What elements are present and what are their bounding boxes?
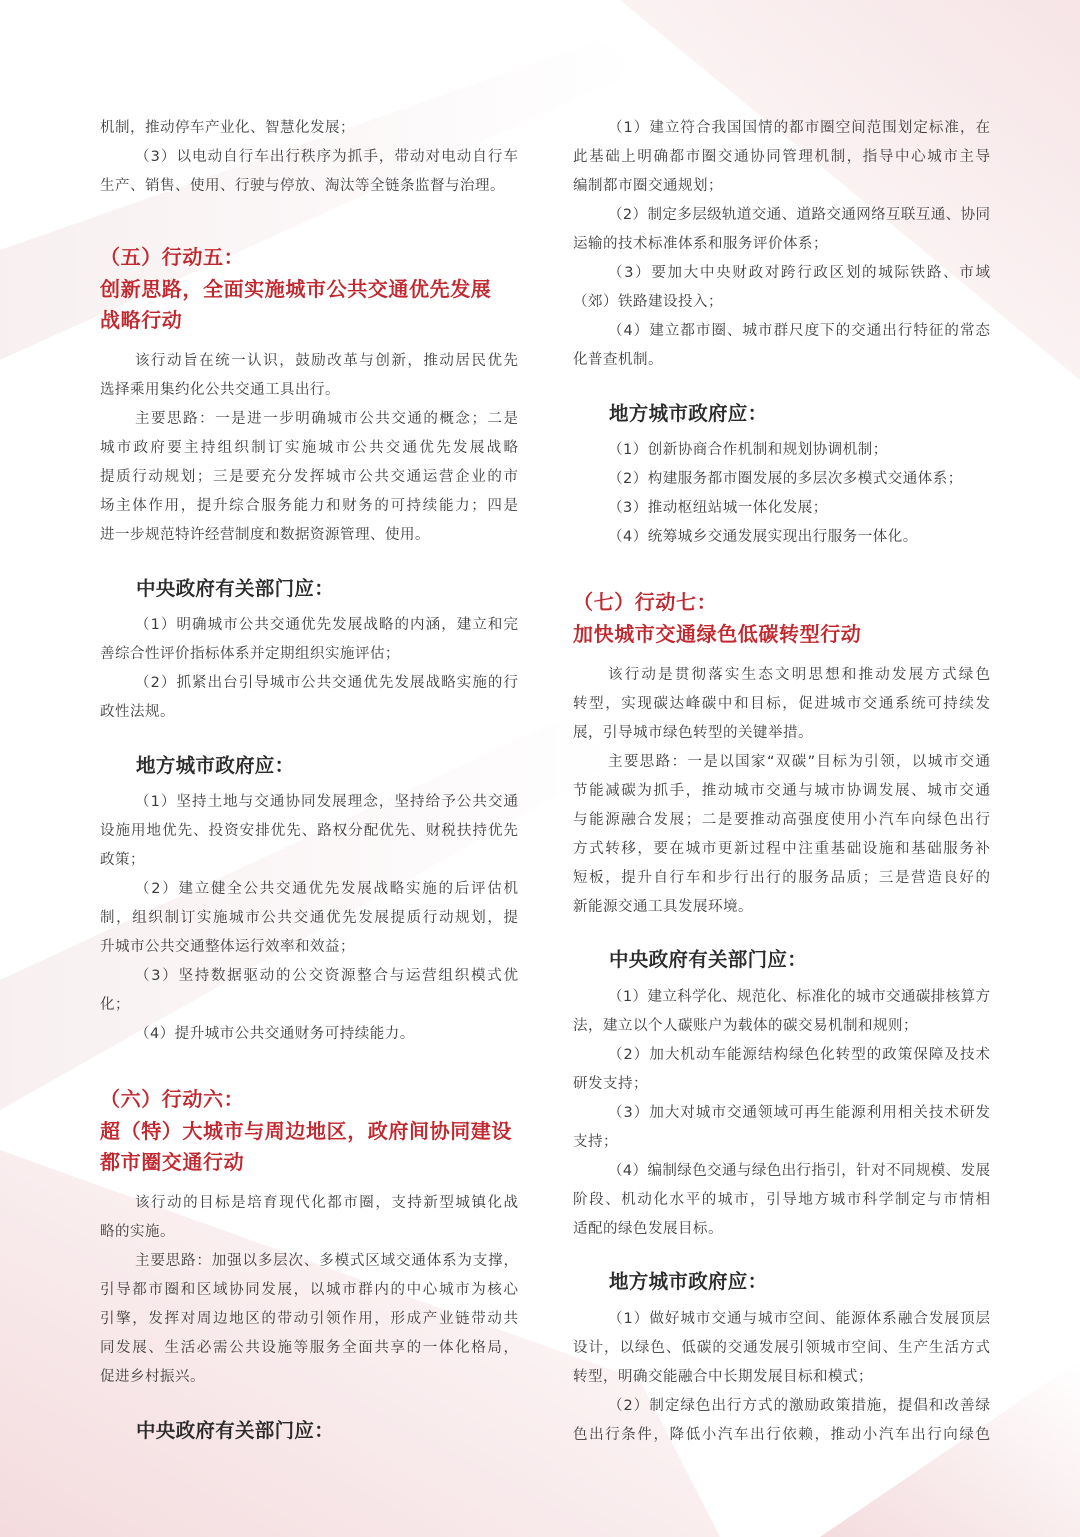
text-line: （4）统筹城乡交通发展实现出行服务一体化。 — [608, 529, 918, 545]
paragraph — [573, 523, 990, 552]
heading-line: 加快城市交通绿色低碳转型行动 — [573, 621, 862, 646]
text-line: （1）做好城市交通与城市空间、能源体系融合发展顶层 — [608, 1310, 990, 1327]
subheading: 中央政府有关部门应： — [609, 948, 808, 971]
text-line: 主要思路：一是进一步明确城市公共交通的概念；二是 — [135, 411, 518, 427]
paragraph — [573, 494, 990, 523]
text-line: 转型，实现碳达峰碳中和目标，促进城市交通系统可持续发 — [573, 695, 990, 712]
text-line: 提质行动规划；三是要充分发挥城市公共交通运营企业的市 — [100, 469, 518, 485]
text-line: 短板，提升自行车和步行出行的服务品质；三是营造良好的 — [573, 869, 990, 886]
text-line: 运输的技术标准体系和服务评价体系； — [573, 236, 828, 252]
text-line: （2）抓紧出台引导城市公共交通优先发展战略实施的行 — [135, 675, 518, 691]
paragraph — [573, 465, 990, 494]
text-line: 生产、销售、使用、行驶与停放、淘汰等全链条监督与治理。 — [100, 178, 505, 194]
heading-line: 战略行动 — [100, 308, 183, 332]
text-line: 化普查机制。 — [573, 352, 663, 368]
text-line: 同发展、生活必需公共设施等服务全面共享的一体化格局， — [100, 1340, 518, 1356]
paragraph — [573, 983, 990, 1041]
text-line: （1）明确城市公共交通优先发展战略的内涵，建立和完 — [135, 617, 518, 633]
text-line: （2）建立健全公共交通优先发展战略实施的后评估机 — [135, 881, 518, 897]
text-line: 节能减碳为抓手，推动城市交通与城市协调发展、城市交通 — [573, 782, 990, 799]
paragraph — [100, 1247, 518, 1392]
text-line: 此基础上明确都市圈交通协同管理机制，指导中心城市主导 — [573, 149, 990, 165]
text-line: 化； — [100, 997, 130, 1013]
subheading: 地方城市政府应： — [136, 753, 295, 777]
heading-line: 创新思路，全面实施城市公共交通优先发展 — [100, 276, 492, 301]
text-line: （3）要加大中央财政对跨行政区划的城际铁路、市域 — [608, 265, 990, 281]
paragraph — [573, 201, 990, 259]
text-line: （3）推动枢纽站城一体化发展； — [608, 500, 828, 516]
paragraph — [573, 436, 990, 465]
text-line: （3）加大对城市交通领域可再生能源利用相关技术研发 — [608, 1104, 990, 1121]
text-line: 制，组织制订实施城市公共交通优先发展提质行动规划，提 — [100, 910, 518, 926]
paragraph — [100, 875, 518, 962]
text-line: （1）创新协商合作机制和规划协调机制； — [608, 442, 888, 458]
paragraph — [573, 114, 990, 201]
text-line: 主要思路：加强以多层次、多模式区域交通体系为支撑， — [135, 1253, 518, 1269]
text-line: 善综合性评价指标体系并定期组织实施评估； — [100, 646, 400, 662]
text-line: 支持； — [573, 1133, 618, 1150]
paragraph — [573, 1392, 990, 1450]
text-line: 略的实施。 — [100, 1224, 175, 1240]
text-line: 场主体作用，提升综合服务能力和财务的可持续能力；四是 — [100, 498, 518, 514]
text-line: 设计，以绿色、低碳的交通发展引领城市空间、生产生活方式 — [573, 1339, 990, 1356]
text-line: （4）编制绿色交通与绿色出行指引，针对不同规模、发展 — [608, 1162, 990, 1179]
paragraph — [100, 1020, 518, 1049]
text-line: （4）提升城市公共交通财务可持续能力。 — [135, 1026, 415, 1042]
text-line: 选择乘用集约化公共交通工具出行。 — [100, 382, 340, 398]
section-heading — [100, 242, 518, 337]
paragraph — [573, 661, 990, 748]
left-column — [100, 114, 518, 1453]
subheading: 中央政府有关部门应： — [136, 576, 335, 600]
text-line: （1）建立科学化、规范化、标准化的城市交通碳排核算方 — [608, 988, 990, 1005]
text-line: 政策； — [100, 852, 145, 868]
text-line: 法，建立以个人碳账户为载体的碳交易机制和规则； — [573, 1017, 918, 1034]
subheading: 中央政府有关部门应： — [136, 1418, 335, 1442]
text-line: 编制都市圈交通规划； — [573, 178, 723, 194]
text-line: （2）制定多层级轨道交通、道路交通网络互联互通、协同 — [608, 207, 990, 223]
text-line: （4）建立都市圈、城市群尺度下的交通出行特征的常态 — [608, 323, 990, 339]
right-column — [573, 114, 990, 1450]
paragraph — [573, 1305, 990, 1392]
text-line: （郊）铁路建设投入； — [573, 294, 723, 310]
text-line: 方式转移，要在城市更新过程中注重基础设施和基础服务补 — [573, 840, 990, 857]
paragraph — [573, 748, 990, 922]
text-line: （2）加大机动车能源结构绿色化转型的政策保障及技术 — [608, 1046, 990, 1063]
text-line: 新能源交通工具发展环境。 — [573, 898, 753, 915]
text-line: 阶段、机动化水平的城市，引导地方城市科学制定与市情相 — [573, 1191, 990, 1208]
paragraph — [573, 1099, 990, 1157]
paragraph — [100, 1189, 518, 1247]
text-line: （3）坚持数据驱动的公交资源整合与运营组织模式优 — [135, 968, 518, 984]
text-line: 该行动的目标是培育现代化都市圈，支持新型城镇化战 — [135, 1195, 518, 1211]
subheading: 地方城市政府应： — [609, 1270, 768, 1293]
text-line: （3）以电动自行车出行秩序为抓手，带动对电动自行车 — [135, 149, 518, 165]
paragraph — [100, 788, 518, 875]
paragraph — [100, 962, 518, 1020]
text-line: 该行动旨在统一认识，鼓励改革与创新，推动居民优先 — [135, 353, 518, 369]
subheading: 地方城市政府应： — [609, 401, 768, 425]
paragraph — [100, 114, 518, 143]
text-line: 政性法规。 — [100, 704, 175, 720]
text-line: 城市政府要主持组织制订实施城市公共交通优先发展战略 — [100, 440, 518, 456]
text-line: 升城市公共交通整体运行效率和效益； — [100, 939, 355, 955]
text-line: 主要思路：一是以国家“双碳”目标为引领，以城市交通 — [608, 753, 990, 770]
text-line: 与能源融合发展；二是要推动高强度使用小汽车向绿色出行 — [573, 811, 990, 828]
section-heading — [573, 587, 990, 650]
text-line: 引导都市圈和区域协同发展，以城市群内的中心城市为核心 — [100, 1282, 518, 1298]
heading-line: （六）行动六： — [100, 1087, 245, 1111]
text-line: 机制，推动停车产业化、智慧化发展； — [100, 120, 355, 136]
text-line: （1）坚持土地与交通协同发展理念，坚持给予公共交通 — [135, 794, 518, 810]
text-line: 设施用地优先、投资安排优先、路权分配优先、财税扶持优先 — [100, 823, 518, 839]
paragraph — [573, 1041, 990, 1099]
text-line: 该行动是贯彻落实生态文明思想和推动发展方式绿色 — [608, 666, 990, 683]
text-line: 进一步规范特许经营制度和数据资源管理、使用。 — [100, 527, 430, 543]
text-line: 促进乡村振兴。 — [100, 1369, 205, 1385]
paragraph — [100, 347, 518, 405]
section-heading — [100, 1084, 518, 1179]
text-line: 色出行条件，降低小汽车出行依赖，推动小汽车出行向绿色 — [573, 1426, 990, 1443]
heading-line: （五）行动五： — [100, 245, 245, 269]
heading-line: 超（特）大城市与周边地区，政府间协同建设 — [100, 1118, 512, 1143]
heading-line: （七）行动七： — [573, 590, 718, 614]
paragraph — [100, 143, 518, 201]
paragraph — [573, 317, 990, 375]
paragraph — [573, 259, 990, 317]
text-line: （1）建立符合我国国情的都市圈空间范围划定标准，在 — [608, 120, 990, 136]
heading-line: 都市圈交通行动 — [100, 1150, 245, 1174]
text-line: （2）制定绿色出行方式的激励政策措施，提倡和改善绿 — [608, 1397, 990, 1414]
paragraph — [100, 669, 518, 727]
text-line: 转型，明确交能融合中长期发展目标和模式； — [573, 1368, 873, 1385]
text-line: 引擎，发挥对周边地区的带动引领作用，形成产业链带动共 — [100, 1311, 518, 1327]
paragraph — [100, 405, 518, 550]
text-line: 研发支持； — [573, 1075, 648, 1092]
text-line: 适配的绿色发展目标。 — [573, 1220, 723, 1237]
paragraph — [573, 1157, 990, 1244]
text-line: （2）构建服务都市圈发展的多层次多模式交通体系； — [608, 471, 963, 487]
paragraph — [100, 611, 518, 669]
text-line: 展，引导城市绿色转型的关键举措。 — [573, 724, 813, 741]
